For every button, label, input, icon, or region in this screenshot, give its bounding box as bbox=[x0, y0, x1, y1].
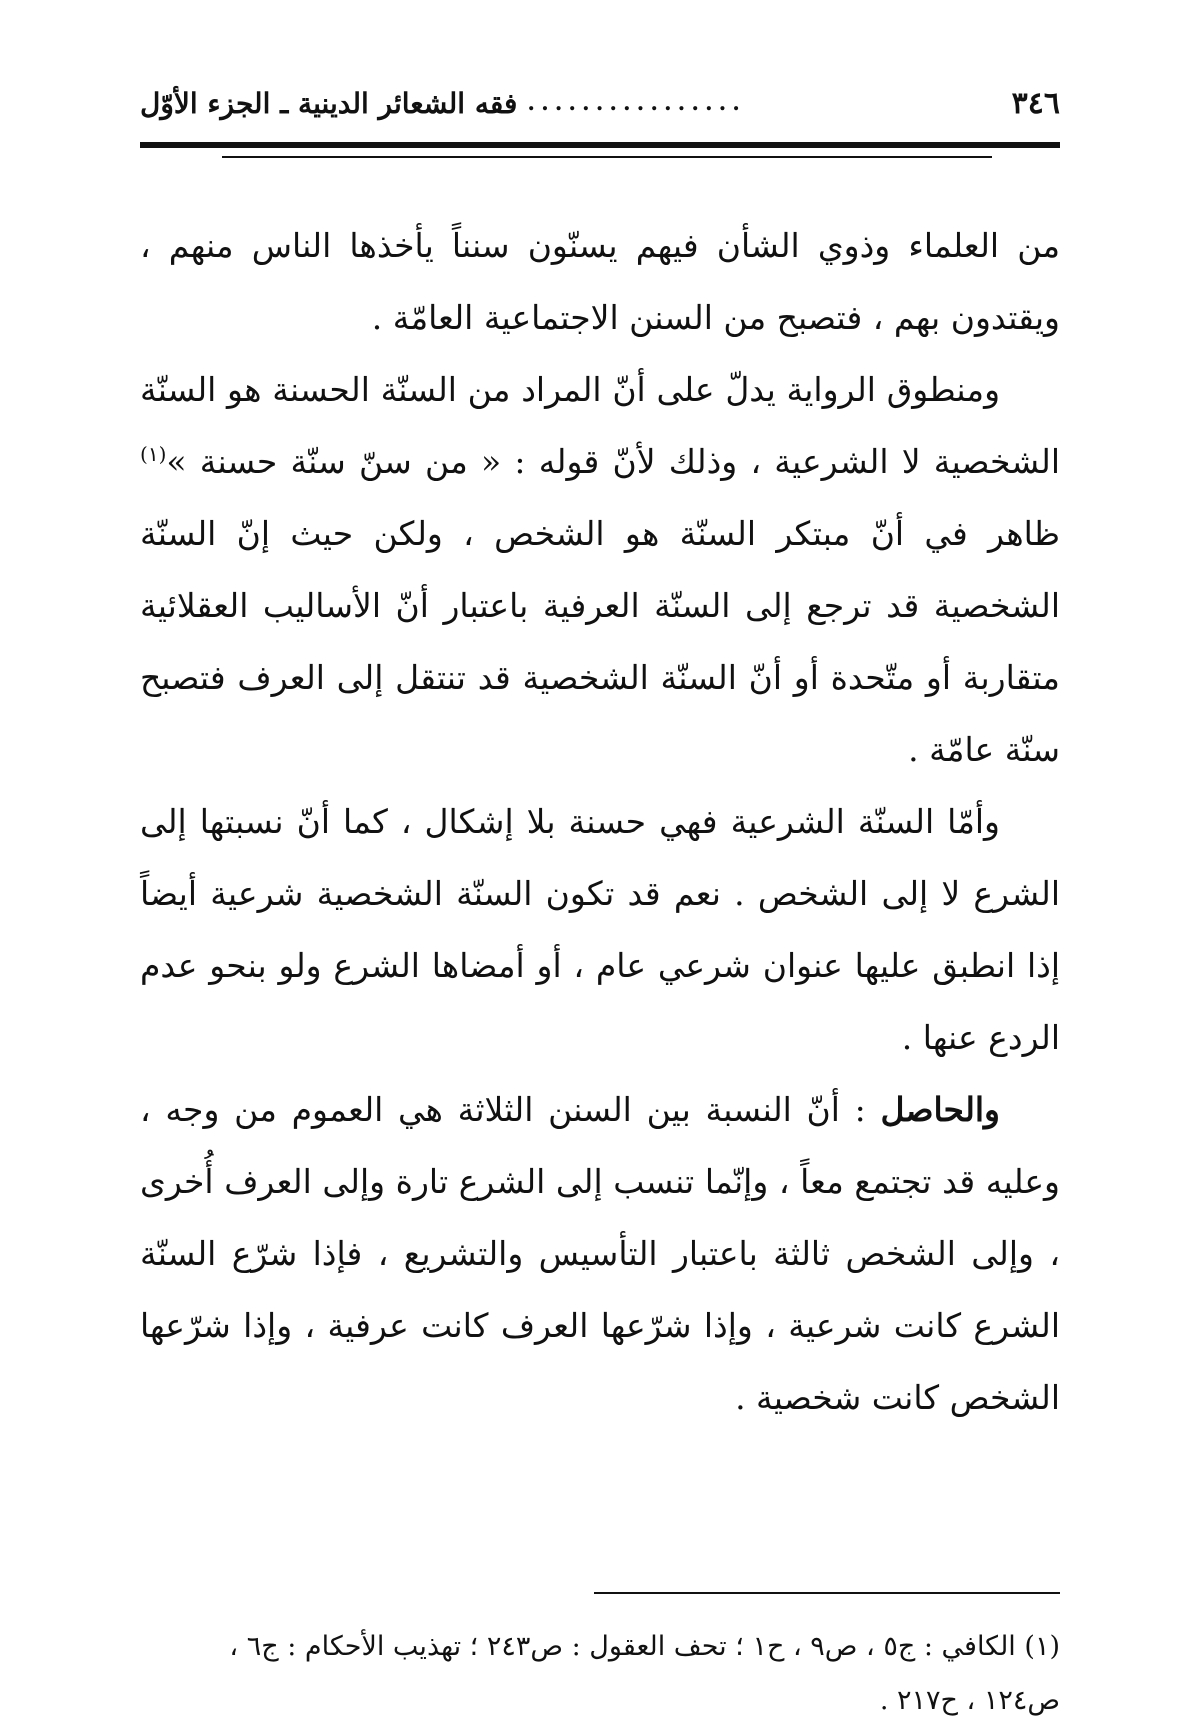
running-title-group bbox=[140, 87, 756, 120]
footnote bbox=[140, 1620, 1060, 1728]
footnote-separator bbox=[594, 1592, 1060, 1594]
leader-dots: ................ bbox=[527, 90, 746, 116]
header-rule-thin bbox=[222, 156, 992, 158]
footnote-line-2: ص١٢٤ ، ح٢١٧ . bbox=[879, 1685, 1060, 1716]
page-header bbox=[140, 78, 1060, 128]
paragraph-4 bbox=[140, 1074, 1060, 1434]
footnote-reference: (١) bbox=[140, 442, 167, 466]
paragraph-1: من العلماء وذوي الشأن فيهم يسنّون سنناً يأخذها الناس منهم ، ويقتدون بهم ، فتصبح من السنن الاجتماعية العامّة . bbox=[140, 226, 1060, 337]
paragraph-2-part-2: ظاهر في أنّ مبتكر السنّة هو الشخص ، ولكن حيث إنّ السنّة الشخصية قد ترجع إلى السنّة العرفية باعتبار أنّ الأساليب العقلائية متقاربة أو متّحدة أو أنّ السنّة الشخصية قد تنتقل إلى العرف فتصبح سنّة عامّة . bbox=[140, 514, 1060, 769]
paragraph-2 bbox=[140, 354, 1060, 786]
summary-keyword: والحاصل bbox=[880, 1090, 1000, 1129]
header-rule-thick bbox=[140, 142, 1060, 148]
paragraph-2-part-1: ومنطوق الرواية يدلّ على أنّ المراد من السنّة الحسنة هو السنّة الشخصية لا الشرعية ، وذلك لأنّ قوله : « من سنّ سنّة حسنة » bbox=[140, 370, 1060, 481]
page-number: ٣٤٦ bbox=[1011, 85, 1060, 121]
main-text bbox=[140, 210, 1060, 1434]
paragraph-3: وأمّا السنّة الشرعية فهي حسنة بلا إشكال ، كما أنّ نسبتها إلى الشرع لا إلى الشخص . نعم قد تكون السنّة الشخصية شرعية أيضاً إذا انطبق عليها عنوان شرعي عام ، أو أمضاها الشرع ولو بنحو عدم الردع عنها . bbox=[140, 802, 1060, 1057]
paragraph-4-text: : أنّ النسبة بين السنن الثلاثة هي العموم من وجه ، وعليه قد تجتمع معاً ، وإنّما تنسب إلى الشرع تارة وإلى العرف أُخرى ، وإلى الشخص ثالثة باعتبار التأسيس والتشريع ، فإذا شرّع السنّة الشرع كانت شرعية ، وإذا شرّعها العرف كانت عرفية ، وإذا شرّعها الشخص كانت شخصية . bbox=[140, 1090, 1060, 1417]
footnote-line-1: (١) الكافي : ج٥ ، ص٩ ، ح١ ؛ تحف العقول : ص٢٤٣ ؛ تهذيب الأحكام : ج٦ ، bbox=[229, 1631, 1060, 1662]
running-title: فقه الشعائر الدينية ـ الجزء الأوّل bbox=[140, 86, 518, 120]
